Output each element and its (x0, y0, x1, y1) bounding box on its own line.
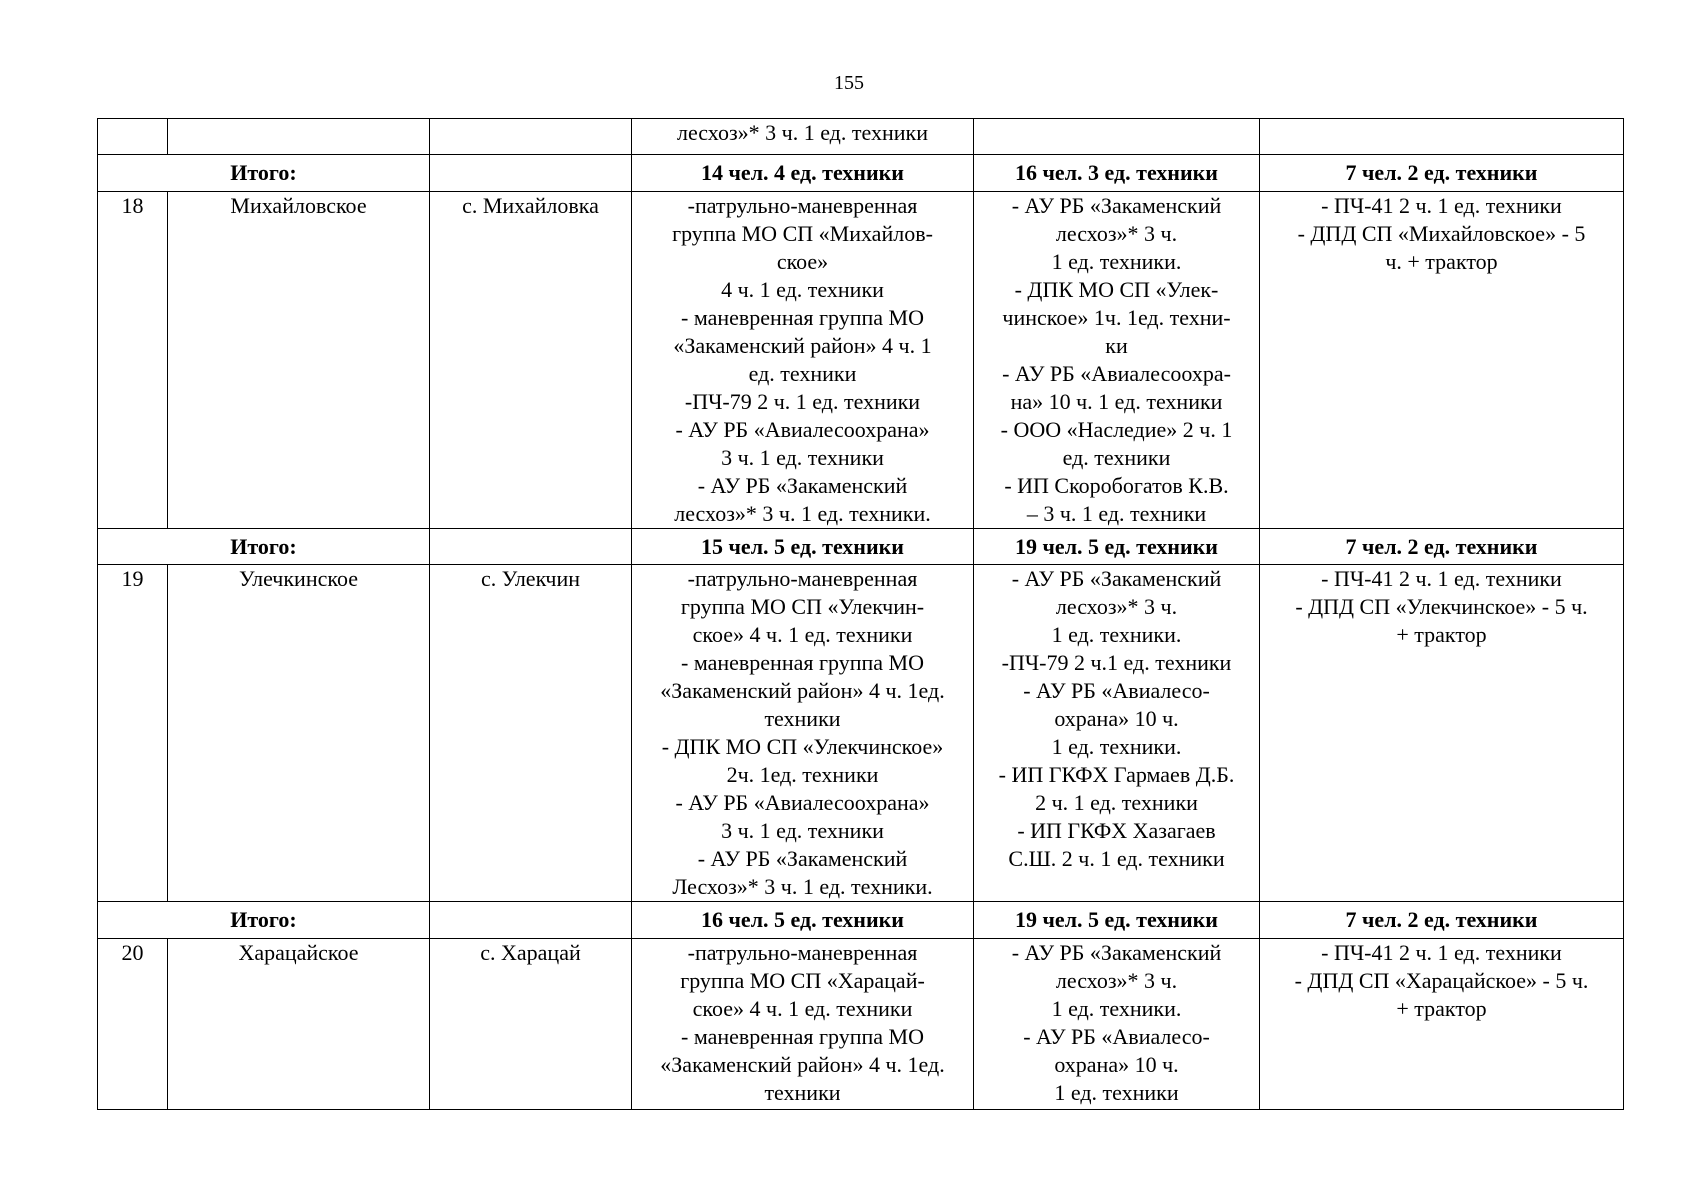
total-forces-1: 14 чел. 4 ед. техники (632, 155, 974, 192)
total-forces-2: 19 чел. 5 ед. техники (974, 902, 1260, 939)
forces-2-cell (974, 119, 1260, 155)
num-cell: 18 (98, 192, 168, 529)
settlement-cell: Харацайское (168, 939, 430, 1110)
total-forces-1: 16 чел. 5 ед. техники (632, 902, 974, 939)
village-cell: с. Михайловка (430, 192, 632, 529)
total-row (98, 902, 1624, 939)
settlement-cell: Михайловское (168, 192, 430, 529)
page-number: 155 (834, 72, 864, 94)
total-row (98, 155, 1624, 192)
forces-1-cell: лесхоз»* 3 ч. 1 ед. техники (632, 119, 974, 155)
total-label: Итого: (98, 155, 430, 192)
table-row (98, 939, 1624, 1110)
total-label: Итого: (98, 529, 430, 565)
total-forces-3: 7 чел. 2 ед. техники (1260, 902, 1624, 939)
village-cell: с. Улекчин (430, 565, 632, 902)
total-forces-3: 7 чел. 2 ед. техники (1260, 155, 1624, 192)
num-cell: 19 (98, 565, 168, 902)
forces-2-cell: - АУ РБ «Закаменский лесхоз»* 3 ч. 1 ед. техники. - АУ РБ «Авиалесо- охрана» 10 ч. 1 ед. техники (974, 939, 1260, 1110)
total-row (98, 529, 1624, 565)
forces-1-cell: -патрульно-маневренная группа МО СП «Харацай- ское» 4 ч. 1 ед. техники - маневренная группа МО «Закаменский район» 4 ч. 1ед. техники (632, 939, 974, 1110)
forces-3-cell: - ПЧ-41 2 ч. 1 ед. техники - ДПД СП «Михайловское» - 5 ч. + трактор (1260, 192, 1624, 529)
forces-3-cell: - ПЧ-41 2 ч. 1 ед. техники - ДПД СП «Улекчинское» - 5 ч. + трактор (1260, 565, 1624, 902)
forces-2-cell: - АУ РБ «Закаменский лесхоз»* 3 ч. 1 ед. техники. -ПЧ-79 2 ч.1 ед. техники - АУ РБ «Авиалесо- охрана» 10 ч. 1 ед. техники. - ИП ГКФХ Гармаев Д.Б. 2 ч. 1 ед. техники - ИП ГКФХ Хазагаев С.Ш. 2 ч. 1 ед. техники (974, 565, 1260, 902)
village-cell (430, 119, 632, 155)
forces-2-cell: - АУ РБ «Закаменский лесхоз»* 3 ч. 1 ед. техники. - ДПК МО СП «Улек- чинское» 1ч. 1ед. техни- ки - АУ РБ «Авиалесоохра- на» 10 ч. 1 ед. техники - ООО «Наследие» 2 ч. 1 ед. техники - ИП Скоробогатов К.В. – 3 ч. 1 ед. техники (974, 192, 1260, 529)
table-row (98, 119, 1624, 155)
village-cell (430, 902, 632, 939)
forces-3-cell: - ПЧ-41 2 ч. 1 ед. техники - ДПД СП «Харацайское» - 5 ч. + трактор (1260, 939, 1624, 1110)
total-forces-2: 16 чел. 3 ед. техники (974, 155, 1260, 192)
forces-1-cell: -патрульно-маневренная группа МО СП «Улекчин- ское» 4 ч. 1 ед. техники - маневренная группа МО «Закаменский район» 4 ч. 1ед. техники - ДПК МО СП «Улекчинское» 2ч. 1ед. техники - АУ РБ «Авиалесоохрана» 3 ч. 1 ед. техники - АУ РБ «Закаменский Лесхоз»* 3 ч. 1 ед. техники. (632, 565, 974, 902)
num-cell: 20 (98, 939, 168, 1110)
village-cell (430, 155, 632, 192)
table-row (98, 192, 1624, 529)
settlement-cell (168, 119, 430, 155)
forces-table (97, 118, 1624, 1110)
village-cell (430, 529, 632, 565)
total-forces-1: 15 чел. 5 ед. техники (632, 529, 974, 565)
total-forces-3: 7 чел. 2 ед. техники (1260, 529, 1624, 565)
total-forces-2: 19 чел. 5 ед. техники (974, 529, 1260, 565)
forces-1-cell: -патрульно-маневренная группа МО СП «Михайлов- ское» 4 ч. 1 ед. техники - маневренная группа МО «Закаменский район» 4 ч. 1 ед. техники -ПЧ-79 2 ч. 1 ед. техники - АУ РБ «Авиалесоохрана» 3 ч. 1 ед. техники - АУ РБ «Закаменский лесхоз»* 3 ч. 1 ед. техники. (632, 192, 974, 529)
forces-3-cell (1260, 119, 1624, 155)
total-label: Итого: (98, 902, 430, 939)
num-cell (98, 119, 168, 155)
village-cell: с. Харацай (430, 939, 632, 1110)
settlement-cell: Улечкинское (168, 565, 430, 902)
table-row (98, 565, 1624, 902)
